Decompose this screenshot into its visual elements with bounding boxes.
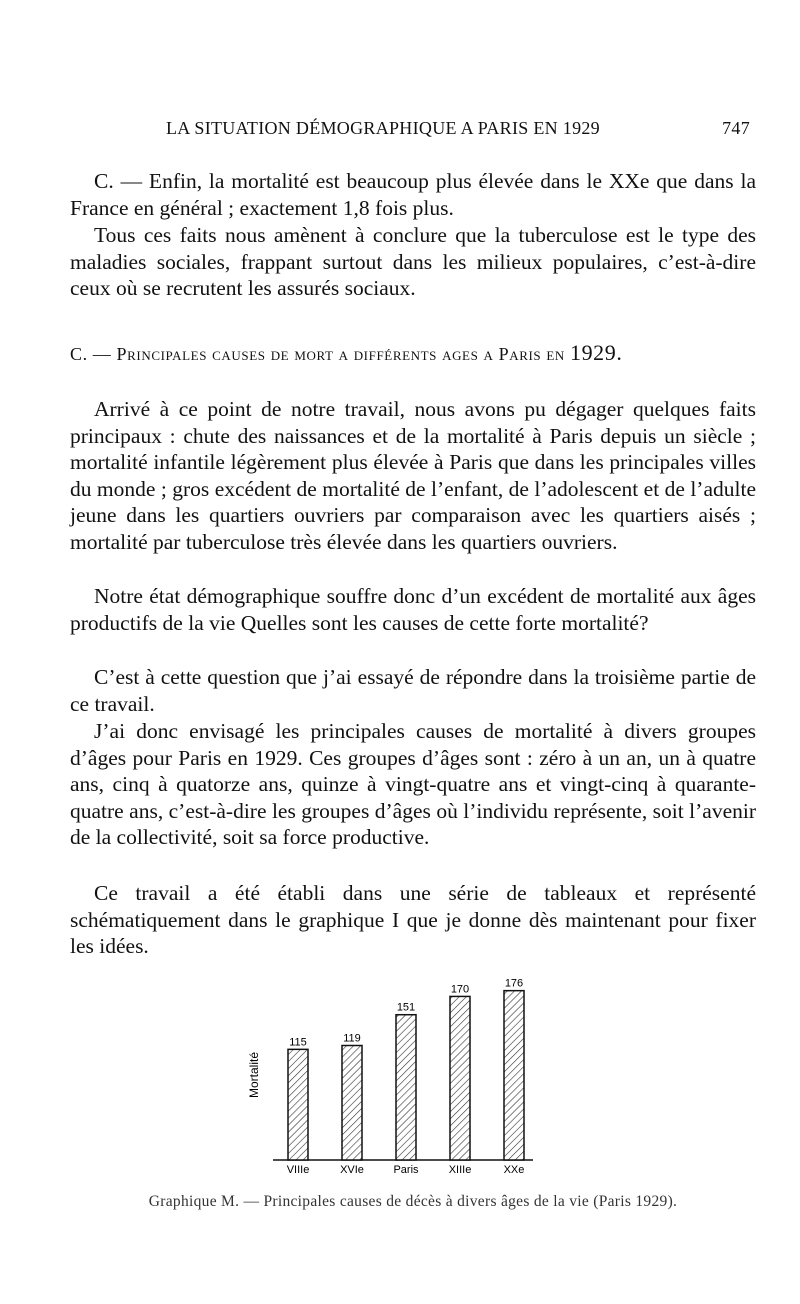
- paragraph-findings: Arrivé à ce point de notre travail, nous avons pu dégager quelques faits principaux : chute des naissances et de la mortalité à Paris depuis un siècle ; mortalité infantile légèrement plus élevée à Paris que dans les principales villes du monde ; gros excédent de mortalité de l’enfant, de l’adolescent et de l’adulte jeune dans les quartiers ouvriers par comparaison avec les quartiers aisés ; mortalité par tuberculose très élevée dans les quartiers ouvriers.: [70, 397, 756, 554]
- page-number: 747: [722, 118, 750, 138]
- paragraph-tables: Ce travail a été établi dans une série de tableaux et représenté schématiquement dans le graphique I que je donne dès maintenant pour fixer les idées.: [70, 881, 756, 959]
- category-tick-label: XVIe: [340, 1164, 364, 1176]
- category-tick-label: XXe: [503, 1164, 525, 1176]
- bar-xiiie: [450, 996, 470, 1160]
- running-head: [70, 118, 750, 142]
- paragraph-question: C’est à cette question que j’ai essayé de répondre dans la troisième partie de ce travail.: [70, 665, 756, 716]
- category-tick-label: VIIIe: [286, 1164, 310, 1176]
- mortality-chart: [238, 970, 538, 1180]
- section-heading-prefix: C. —: [70, 344, 117, 364]
- category-tick-label: XIIIe: [448, 1164, 472, 1176]
- bar-xxe: [504, 991, 524, 1160]
- bar-paris: [396, 1015, 416, 1160]
- section-heading-text: Principales causes de mort a différents ages a Paris en: [116, 344, 570, 364]
- section-heading: [70, 340, 756, 366]
- figure-caption: Graphique M. — Principales causes de décès à divers âges de la vie (Paris 1929).: [148, 1193, 678, 1210]
- bar-viiie: [288, 1049, 308, 1160]
- paragraph-age-groups: J’ai donc envisagé les principales causes de mortalité à divers groupes d’âges pour Paris en 1929. Ces groupes d’âges sont : zéro à un an, un à quatre ans, cinq à quatorze ans, quinze à vingt-quatre ans et vingt-cinq à quarante-quatre ans, c’est-à-dire les groupes d’âges où l’individu représente, soit l’avenir de la collectivité, soit sa force productive.: [70, 719, 756, 850]
- bar-value-label: 119: [343, 1032, 361, 1045]
- bar-value-label: 115: [289, 1036, 307, 1049]
- category-tick-label: Paris: [393, 1164, 419, 1176]
- bar-value-label: 151: [396, 1001, 416, 1014]
- bar-xvie: [342, 1046, 362, 1160]
- chart-svg: [238, 970, 538, 1180]
- paragraph-demographic-state: Notre état démographique souffre donc d’un excédent de mortalité aux âges productifs de la vie Quelles sont les causes de cette forte mortalité?: [70, 584, 756, 635]
- bar-value-label: 170: [450, 983, 470, 996]
- running-title: LA SITUATION DÉMOGRAPHIQUE A PARIS EN 1929: [166, 118, 600, 138]
- paragraph-tuberculosis: Tous ces faits nous amènent à conclure que la tuberculose est le type des maladies sociales, frappant surtout dans les milieux populaires, c’est-à-dire ceux où se recrutent les assurés sociaux.: [70, 223, 756, 301]
- y-axis-label: Mortalité: [247, 1051, 261, 1099]
- section-heading-year: 1929.: [569, 340, 623, 365]
- paragraph-conclusion-c: C. — Enfin, la mortalité est beaucoup plus élevée dans le XXe que dans la France en général ; exactement 1,8 fois plus.: [70, 169, 756, 220]
- bar-value-label: 176: [504, 977, 524, 990]
